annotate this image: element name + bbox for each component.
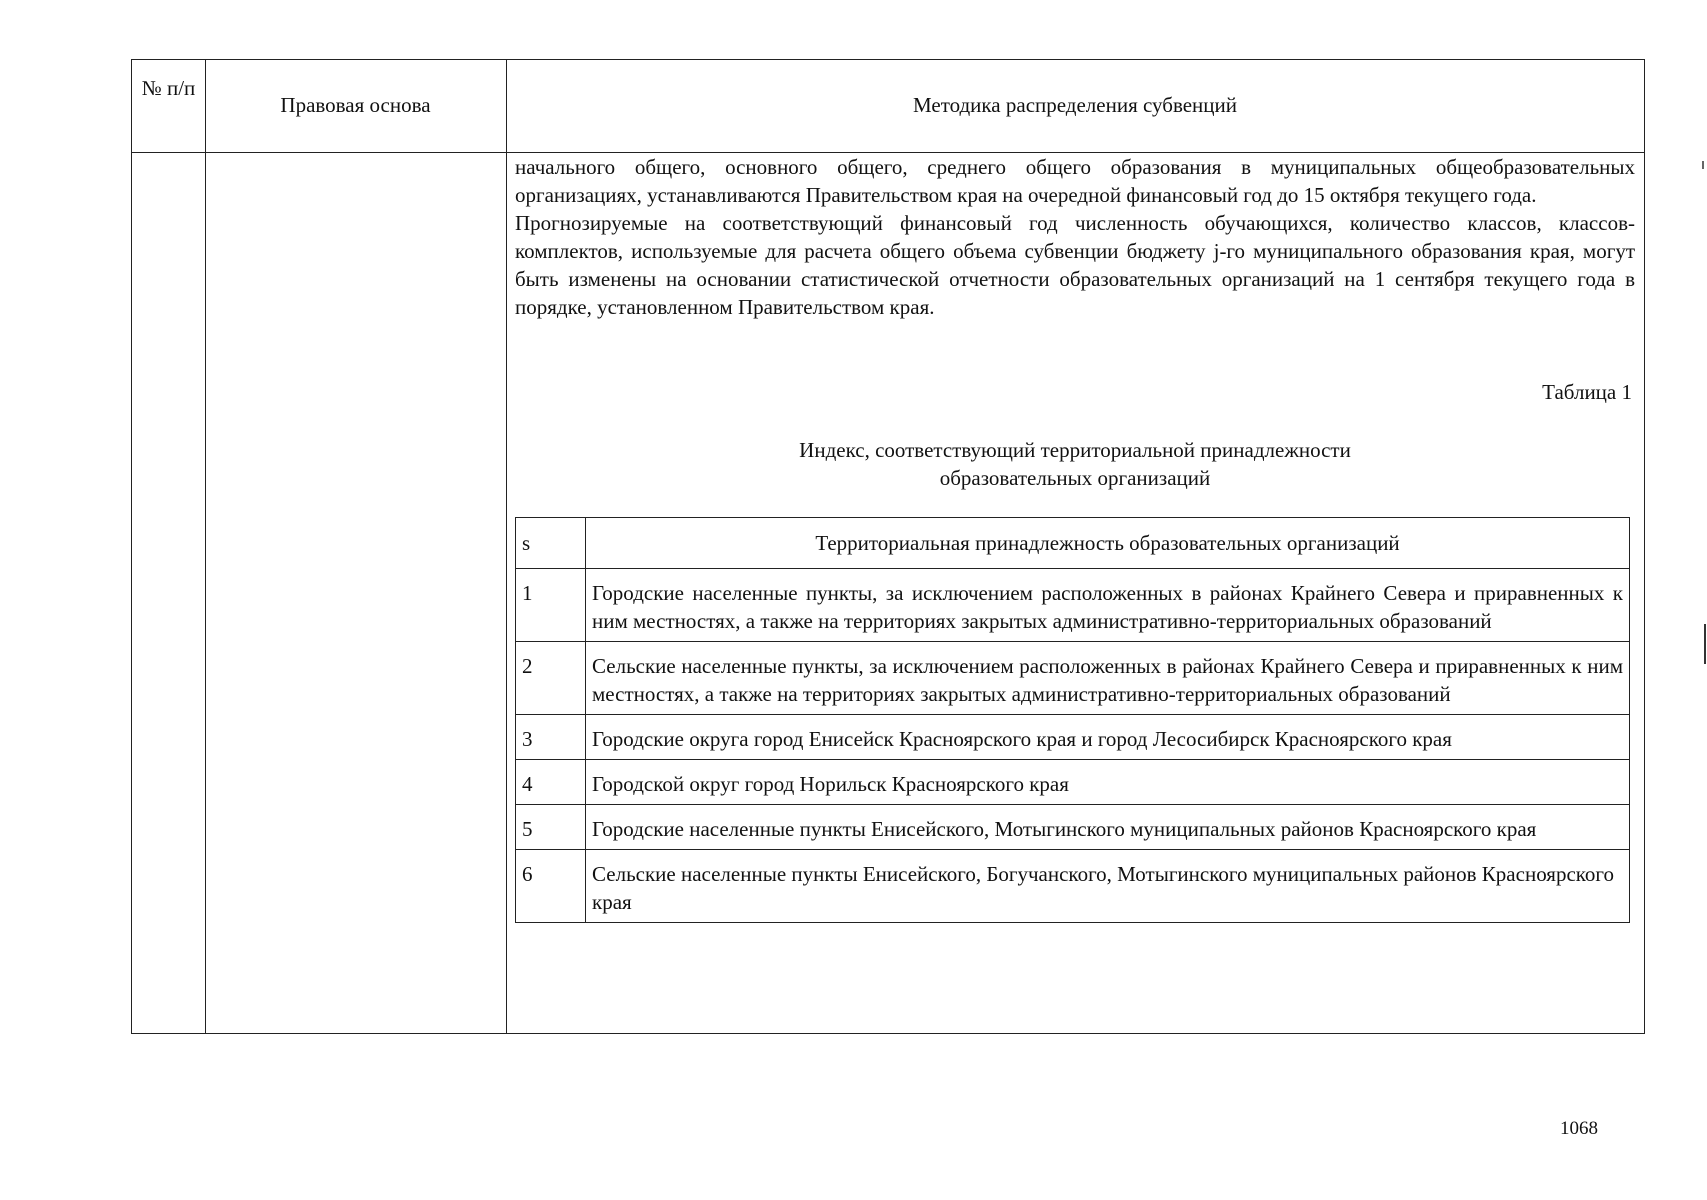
column-header-territory: Территориальная принадлежность образовательных организаций xyxy=(586,518,1630,569)
paragraph: Прогнозируемые на соответствующий финансовый год численность обучающихся, количество классов, классов-комплектов, используемые для расчета общего объема субвенции бюджету j-го муниципального образования края, могут быть изменены на основании статистической отчетности образовательных организаций на 1 сентября текущего года в порядке, установленном Правительством края. xyxy=(515,211,1635,319)
table-title-line-2: образовательных организаций xyxy=(939,466,1211,490)
scan-margin-mark xyxy=(1704,624,1706,664)
cell-territory: Городской округ город Норильск Красноярского края xyxy=(586,760,1630,805)
page-number: 1068 xyxy=(1560,1118,1598,1139)
cell-index: 3 xyxy=(516,715,586,760)
header-methodology: Методика распределения субвенций xyxy=(912,93,1238,117)
cell-index: 2 xyxy=(516,642,586,715)
table-row xyxy=(516,850,1630,923)
column-divider-1 xyxy=(205,60,206,1033)
cell-territory: Сельские населенные пункты, за исключением расположенных в районах Крайнего Севера и приравненных к ним местностях, а также на территориях закрытых административно-территориальных образований xyxy=(586,642,1630,715)
table-label: Таблица 1 xyxy=(1542,380,1632,404)
cell-index: 5 xyxy=(516,805,586,850)
methodology-text xyxy=(515,153,1635,321)
column-header-s: s xyxy=(516,518,586,569)
table-row xyxy=(516,805,1630,850)
table-title xyxy=(506,436,1644,492)
index-table xyxy=(515,517,1630,923)
cell-index: 1 xyxy=(516,569,586,642)
cell-index: 4 xyxy=(516,760,586,805)
column-divider-2 xyxy=(506,60,507,1033)
cell-index: 6 xyxy=(516,850,586,923)
table-row xyxy=(516,642,1630,715)
header-number: № п/п xyxy=(141,76,196,100)
header-legal-basis: Правовая основа xyxy=(280,93,431,117)
table-row xyxy=(516,760,1630,805)
paragraph: начального общего, основного общего, среднего общего образования в муниципальных общеобразовательных организациях, устанавливаются Правительством края на очередной финансовый год до 15 октября текущего года. xyxy=(515,155,1635,207)
table-row xyxy=(516,569,1630,642)
cell-territory: Городские округа город Енисейск Красноярского края и город Лесосибирск Красноярского края xyxy=(586,715,1630,760)
table-title-line-1: Индекс, соответствующий территориальной принадлежности xyxy=(799,438,1351,462)
cell-territory: Городские населенные пункты Енисейского, Мотыгинского муниципальных районов Красноярского края xyxy=(586,805,1630,850)
scan-margin-dot xyxy=(1702,161,1704,169)
index-table-header xyxy=(516,518,1630,569)
table-row xyxy=(516,715,1630,760)
cell-territory: Сельские населенные пункты Енисейского, Богучанского, Мотыгинского муниципальных районов Красноярского края xyxy=(586,850,1630,923)
cell-territory: Городские населенные пункты, за исключением расположенных в районах Крайнего Севера и приравненных к ним местностях, а также на территориях закрытых административно-территориальных образований xyxy=(586,569,1630,642)
